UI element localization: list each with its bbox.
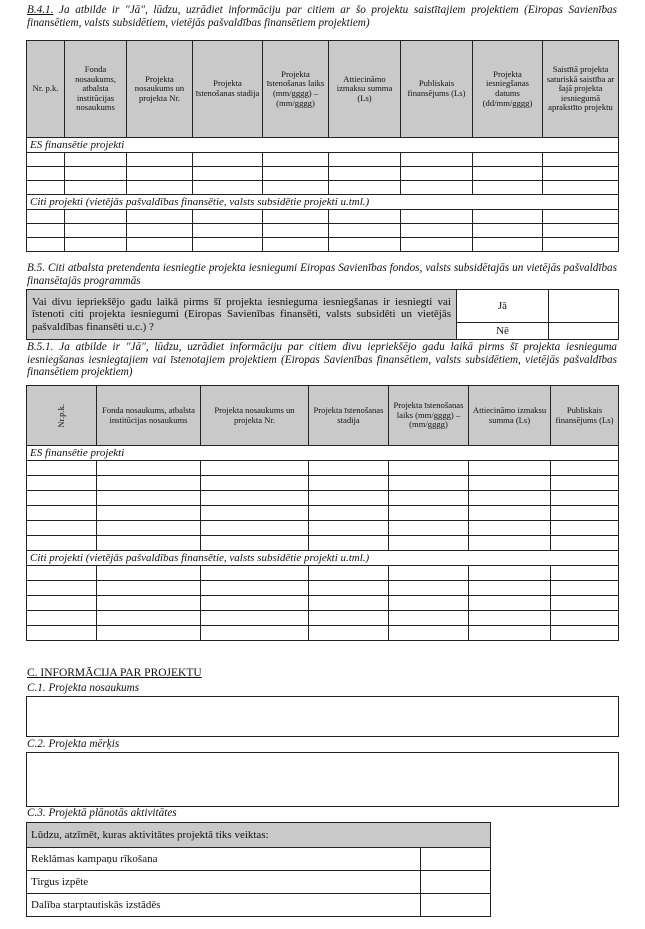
- table-row[interactable]: [27, 238, 619, 252]
- c3-label: C.3. Projektā plānotās aktivitātes: [27, 807, 177, 819]
- b41-col-period: Projekta īstenošanas laiks (mm/gggg) – (mm/gggg): [263, 41, 329, 138]
- b51-col-public: Publiskais finansējums (Ls): [551, 386, 619, 446]
- b51-section-es: ES finansētie projekti: [27, 446, 619, 461]
- b51-col-nr-label: Nr.p.k.: [55, 403, 66, 428]
- b41-col-date: Projekta iesniegšanas datums (dd/mm/gggg): [473, 41, 543, 138]
- c1-label: C.1. Projekta nosaukums: [27, 682, 140, 694]
- b51-col-name: Projekta nosaukums un projekta Nr.: [201, 386, 309, 446]
- b41-col-fund: Fonda nosaukums, atbalsta institūcijas nosaukums: [65, 41, 127, 138]
- table-row[interactable]: [27, 210, 619, 224]
- table-row[interactable]: [27, 536, 619, 551]
- b51-col-costs: Attiecināmo izmaksu summa (Ls): [469, 386, 551, 446]
- b5-heading: B.5. Citi atbalsta pretendenta iesniegtie projekta iesniegumi Eiropas Savienības fondos, valsts subsidētajās un vietējās pašvaldības finansētajās programmās: [27, 262, 617, 287]
- b41-section-es: ES finansētie projekti: [27, 138, 619, 153]
- section-c-title: C. INFORMĀCIJA PAR PROJEKTU: [27, 667, 202, 679]
- b41-col-costs: Attiecināmo izmaksu summa (Ls): [329, 41, 401, 138]
- table-row[interactable]: [27, 167, 619, 181]
- activity-label: Tirgus izpēte: [27, 871, 421, 894]
- b51-heading: [27, 341, 617, 379]
- b5-no-checkbox[interactable]: [549, 323, 619, 340]
- activities-header: Lūdzu, atzīmēt, kuras aktivitātes projektā tiks veiktas:: [27, 823, 491, 848]
- b5-no-label: Nē: [457, 323, 549, 340]
- b51-section-other: Citi projekti (vietējās pašvaldības finansētie, valsts subsidētie projekti u.tml.): [27, 551, 619, 566]
- b51-col-period: Projekta īstenošanas laiks (mm/gggg) – (mm/gggg): [389, 386, 469, 446]
- b41-heading-text: Ja atbilde ir "Jā", lūdzu, uzrādiet informāciju par citiem ar šo projektu saistītajiem projektiem (Eiropas Savienības finansētiem, valsts subsidētiem, vietējās pašvaldības finansētiem projektiem): [27, 4, 617, 29]
- activity-label: Dalība starptautiskās izstādēs: [27, 894, 421, 917]
- b41-col-link: Saistītā projekta saturiskā saistība ar šajā projekta iesniegumā aprakstīto projektu: [543, 41, 619, 138]
- b41-col-name: Projekta nosaukums un projekta Nr.: [127, 41, 193, 138]
- b51-col-fund: Fonda nosaukums, atbalsta institūcijas nosaukums: [97, 386, 201, 446]
- b41-heading-number: B.4.1.: [27, 4, 54, 16]
- b41-col-stage: Projekta īstenošanas stadija: [193, 41, 263, 138]
- table-row[interactable]: [27, 611, 619, 626]
- b51-col-stage: Projekta īstenošanas stadija: [309, 386, 389, 446]
- b51-table: [26, 385, 619, 641]
- project-goal-field[interactable]: [26, 752, 619, 807]
- b5-yes-label: Jā: [457, 290, 549, 323]
- b41-heading: [27, 4, 617, 29]
- table-row[interactable]: [27, 491, 619, 506]
- activity-checkbox[interactable]: [421, 871, 491, 894]
- b41-col-nr: Nr. p.k.: [27, 41, 65, 138]
- table-row[interactable]: [27, 461, 619, 476]
- activities-table: [26, 822, 491, 917]
- b41-table: [26, 40, 619, 252]
- table-row[interactable]: [27, 521, 619, 536]
- b51-col-nr: [27, 386, 97, 446]
- b5-question: Vai divu iepriekšējo gadu laikā pirms šī projekta iesnieguma iesniegšanas ir iesniegti vai īstenoti citi projekta iesniegumi (Eiropas Savienības finansēti, valsts subsidēti un vietējās pašvaldības finansēti u.c.) ?: [27, 290, 457, 340]
- table-row[interactable]: [27, 153, 619, 167]
- table-row[interactable]: [27, 181, 619, 195]
- b41-col-public: Publiskais finansējums (Ls): [401, 41, 473, 138]
- table-row[interactable]: [27, 596, 619, 611]
- table-row[interactable]: [27, 626, 619, 641]
- table-row[interactable]: [27, 506, 619, 521]
- b5-question-table: [26, 289, 619, 340]
- table-row[interactable]: [27, 224, 619, 238]
- b51-heading-number: B.5.1.: [27, 341, 54, 353]
- activity-label: Reklāmas kampaņu rīkošana: [27, 848, 421, 871]
- table-row[interactable]: [27, 476, 619, 491]
- c2-label: C.2. Projekta mērķis: [27, 738, 120, 750]
- project-name-field[interactable]: [26, 696, 619, 737]
- activity-checkbox[interactable]: [421, 848, 491, 871]
- activity-checkbox[interactable]: [421, 894, 491, 917]
- b5-yes-checkbox[interactable]: [549, 290, 619, 323]
- b51-heading-text: Ja atbilde ir "Jā", lūdzu, uzrādiet informāciju par citiem divu iepriekšējo gadu laikā pirms šī projekta iesnieguma iesniegšanas iesniegtajiem vai īstenotajiem projektiem (Eiropas Savienības finansētiem, valsts subsidētiem, vietējās pašvaldības finansētiem projektiem): [27, 341, 617, 378]
- b41-section-other: Citi projekti (vietējās pašvaldības finansētie, valsts subsidētie projekti u.tml.): [27, 195, 619, 210]
- table-row[interactable]: [27, 581, 619, 596]
- table-row[interactable]: [27, 566, 619, 581]
